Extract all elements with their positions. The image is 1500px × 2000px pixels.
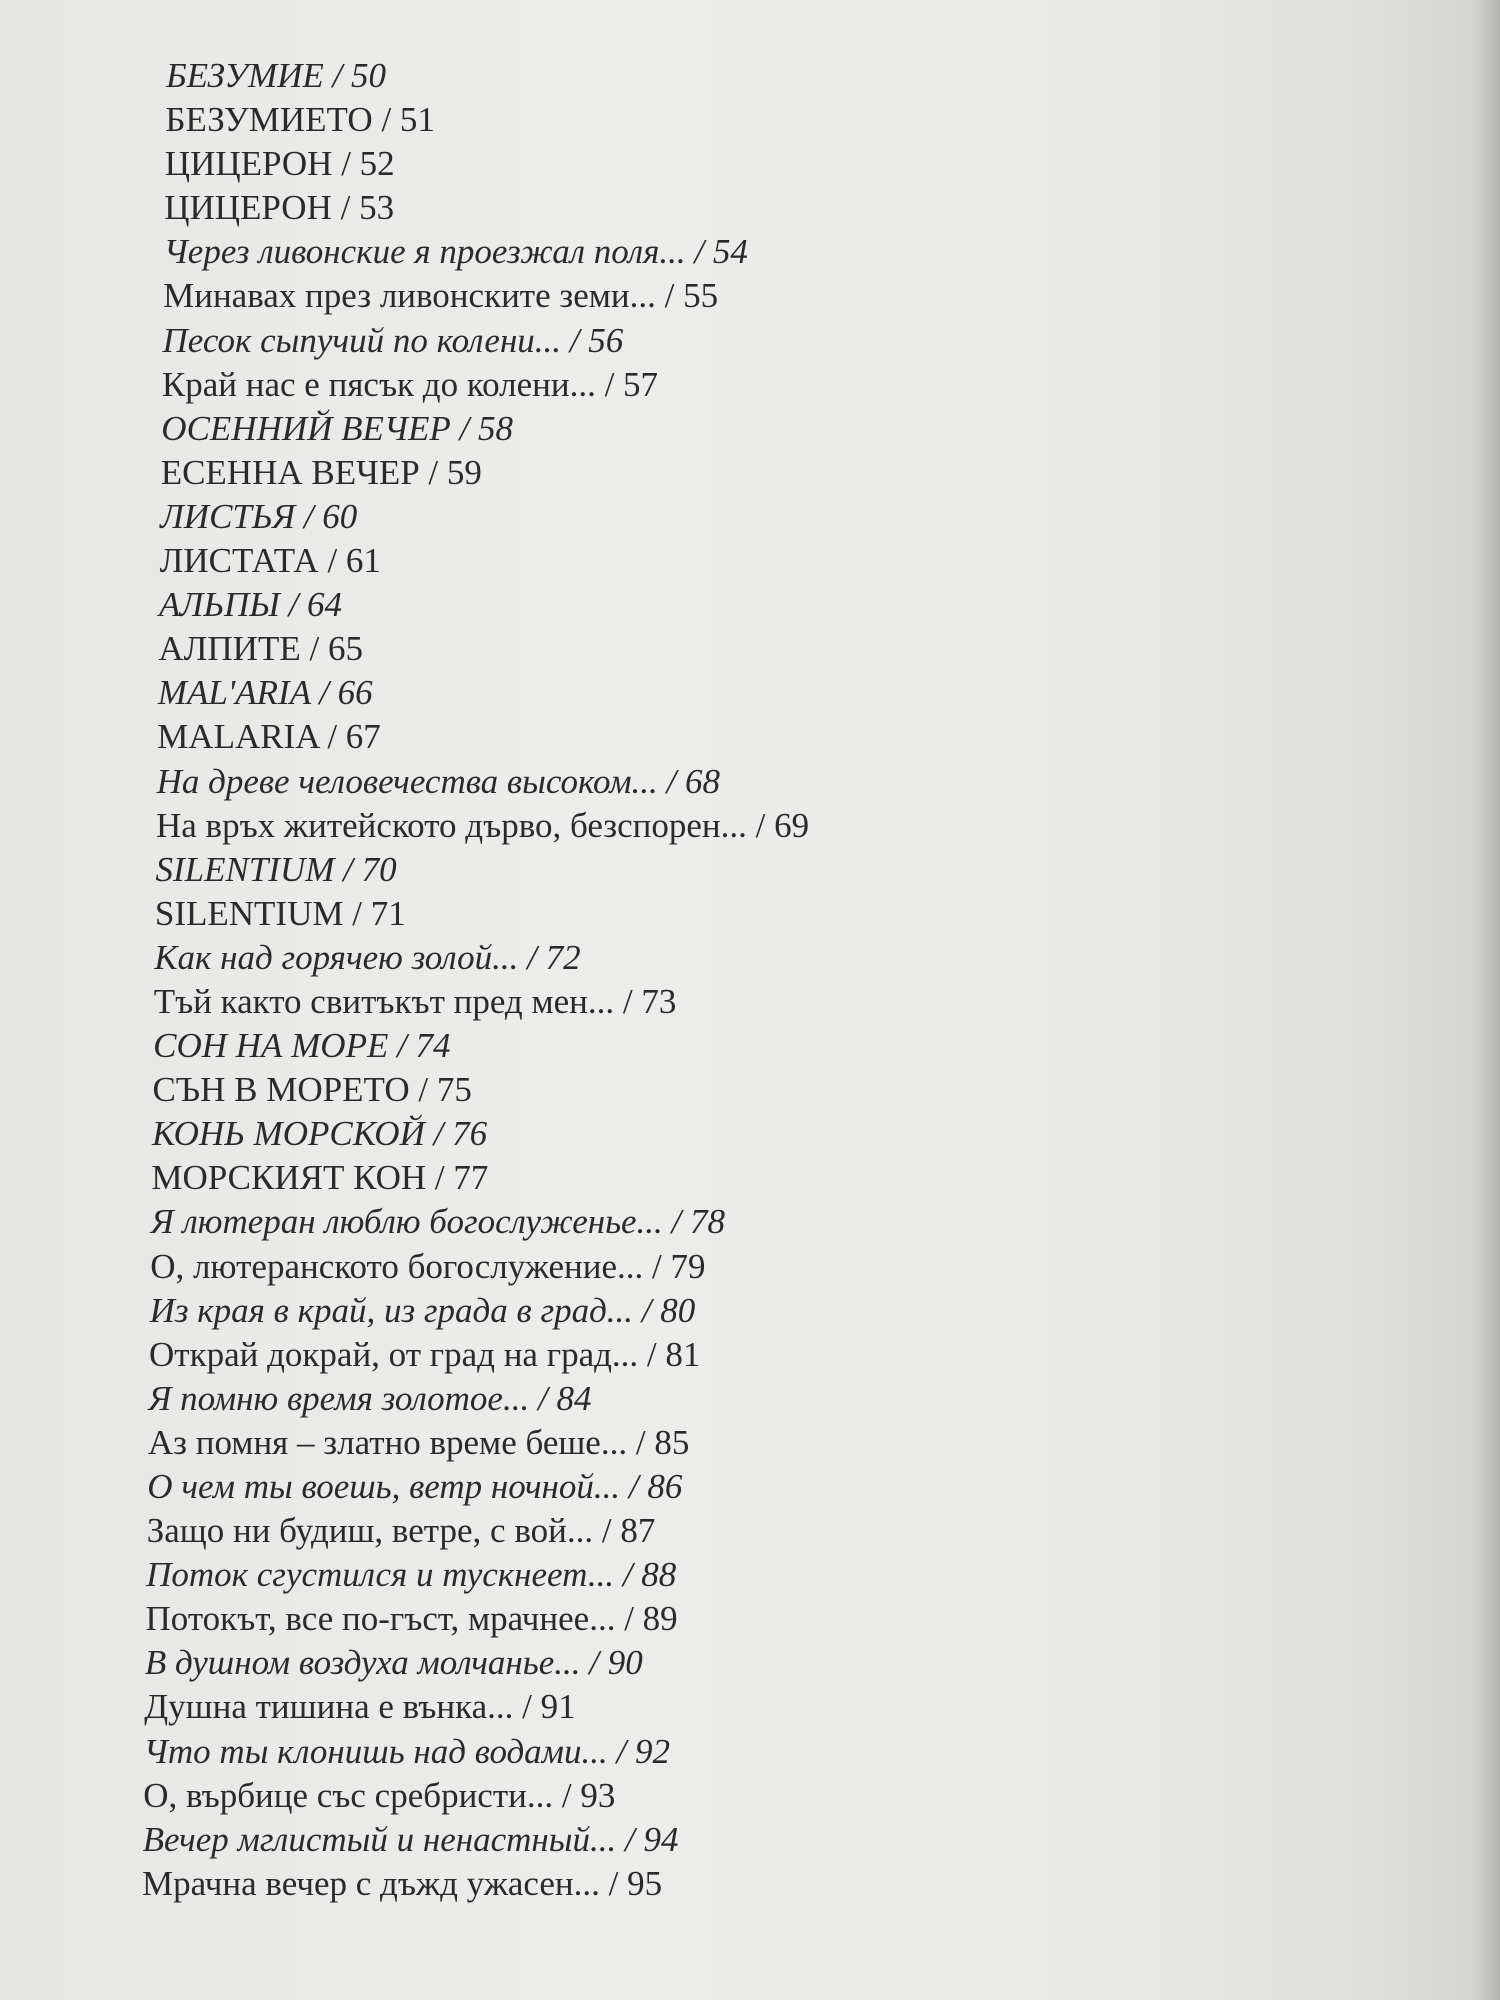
toc-entry: На връх житейското дърво, безспорен... / 69: [156, 805, 810, 845]
toc-entry: Мрачна вечер с дъжд ужасен... / 95: [142, 1863, 663, 1903]
toc-entry: БЕЗУМИЕТО / 51: [165, 100, 435, 140]
toc-entry: О чем ты воешь, ветр ночной... / 86: [147, 1467, 683, 1506]
toc-entry: ЦИЦЕРОН / 52: [164, 144, 395, 184]
toc-entry: SILENTIUM / 71: [154, 893, 406, 933]
toc-entry: Открай докрай, от град на град... / 81: [149, 1334, 701, 1374]
toc-entry: Тъй както свитъкът пред мен... / 73: [153, 981, 677, 1021]
toc-entry: Минавах през ливонските земи... / 55: [163, 276, 719, 316]
toc-entry: Через ливонские я проезжал поля... / 54: [163, 232, 748, 272]
toc-entry: АЛЬПЫ / 64: [159, 585, 343, 625]
page-edge-shadow: [1472, 0, 1500, 2000]
toc-entry: Что ты клонишь над водами... / 92: [143, 1731, 670, 1771]
toc-entry: MALARIA / 67: [157, 717, 381, 757]
toc-entry: Я лютеран люблю богослуженье... / 78: [150, 1202, 726, 1242]
toc-entry: Потокът, все по-гъст, мрачнее... / 89: [145, 1599, 678, 1639]
toc-entry: На древе человечества высоком... / 68: [156, 761, 721, 801]
toc-entry: ЛИСТАТА / 61: [159, 541, 381, 581]
toc-entry: Защо ни будиш, ветре, с вой... / 87: [146, 1511, 656, 1551]
toc-entry: ЕСЕННА ВЕЧЕР / 59: [160, 452, 482, 492]
toc-entry: В душном воздуха молчанье... / 90: [144, 1643, 643, 1683]
toc-entry: О, лютеранското богослужение... / 79: [150, 1246, 706, 1286]
toc-entry: ЦИЦЕРОН / 53: [164, 188, 395, 228]
toc-entry: Вечер мглистый и ненастный... / 94: [142, 1819, 679, 1859]
toc-entry: Из края в край, из града в град... / 80: [149, 1290, 696, 1330]
toc-entry: СОН НА МОРЕ / 74: [153, 1026, 451, 1066]
toc-entry: Поток сгустился и тускнеет... / 88: [146, 1555, 677, 1595]
toc-entry: Край нас е пясък до колени... / 57: [161, 364, 659, 404]
toc-entry: ЛИСТЬЯ / 60: [160, 496, 358, 536]
toc-entry: MAL'ARIA / 66: [157, 673, 373, 713]
toc-entry: О, върбице със сребристи... / 93: [143, 1775, 616, 1815]
toc-entry: ОСЕННИЙ ВЕЧЕР / 58: [161, 408, 514, 448]
toc-entry: КОНЬ МОРСКОЙ / 76: [152, 1114, 488, 1154]
toc-entry: Песок сыпучий по колени... / 56: [162, 320, 624, 360]
toc-entry: Аз помня – златно време беше... / 85: [147, 1422, 690, 1462]
toc-entry: Как над горячею золой... / 72: [154, 937, 581, 977]
toc-entry: Душна тишина е вънка... / 91: [144, 1687, 576, 1727]
toc-entry: БЕЗУМИЕ / 50: [166, 56, 386, 95]
toc-entry: АЛПИТЕ / 65: [158, 629, 363, 669]
toc-entry: СЪН В МОРЕТО / 75: [152, 1070, 472, 1110]
toc-entry: МОРСКИЯТ КОН / 77: [151, 1158, 489, 1198]
toc-entry: Я помню время золотое... / 84: [148, 1378, 592, 1418]
table-of-contents: [0, 54, 809, 1906]
toc-entry: SILENTIUM / 70: [155, 849, 397, 889]
